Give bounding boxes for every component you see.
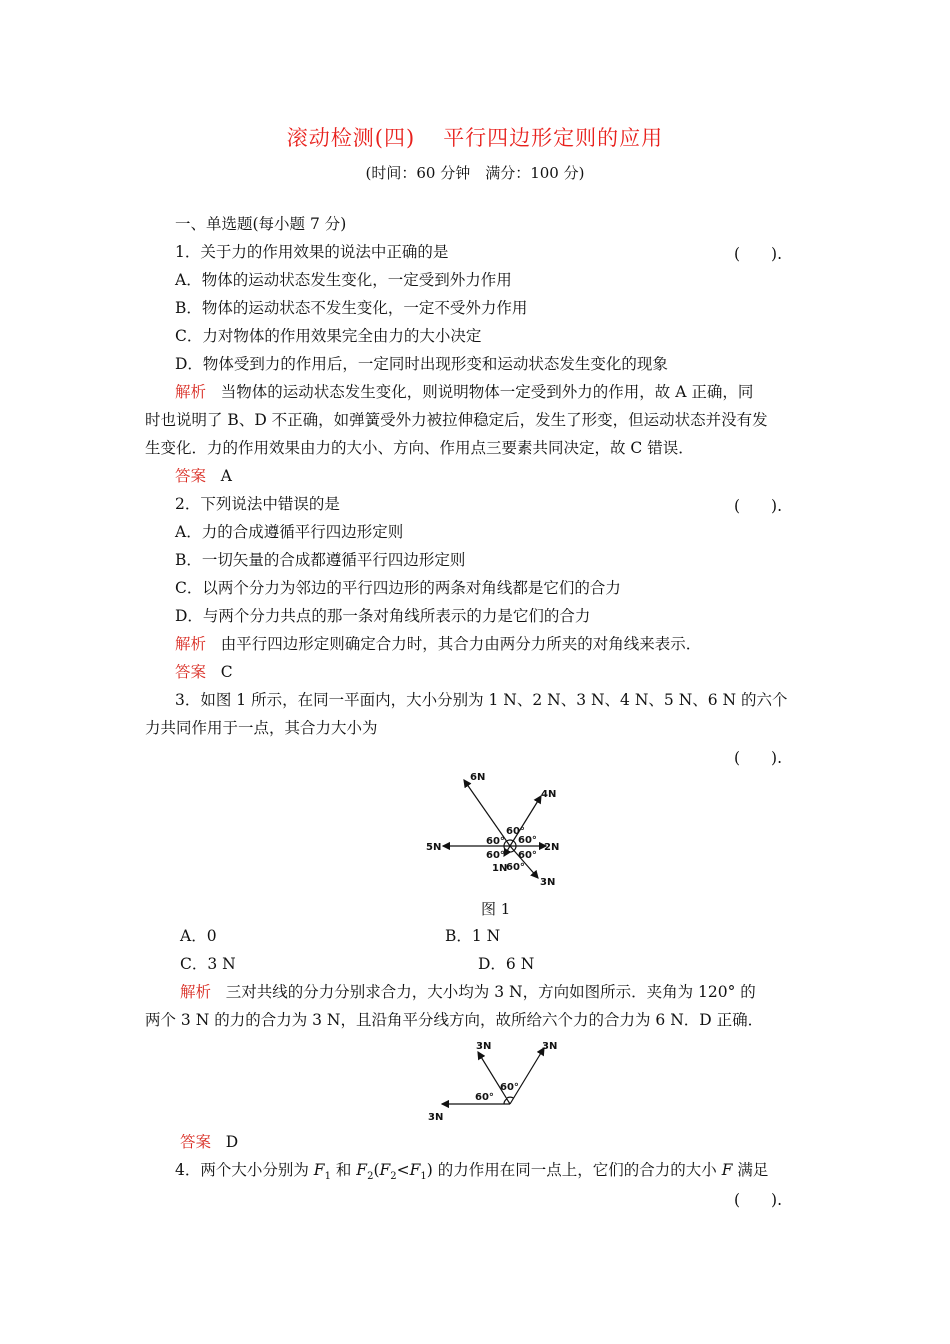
angle-label-upper-left: 60° (486, 836, 505, 847)
q3-answer: 答案 D (180, 1133, 239, 1151)
q3-analysis-label: 解析 (180, 983, 212, 1001)
q3-option-b: B．1 N (445, 927, 501, 945)
angle-label-lower-right: 60° (518, 850, 537, 861)
title-main: 滚动检测(四) (286, 126, 416, 150)
q3-answer-blank: ( ). (734, 749, 783, 767)
q2-option-c: C．以两个分力为邻边的平行四边形的两条对角线都是它们的合力 (175, 579, 621, 597)
label-5n: 5N (426, 842, 442, 853)
angle-label-bottom: 60° (506, 862, 525, 873)
q3-option-c: C．3 N (180, 955, 236, 973)
q1-analysis-line-1: 解析 当物体的运动状态发生变化，则说明物体一定受到外力的作用，故 A 正确，同 (175, 383, 754, 401)
q3-answer-label: 答案 (180, 1133, 212, 1151)
angle-label-lower-left: 60° (486, 850, 505, 861)
q3-analysis-line-2: 两个 3 N 的力的合力为 3 N，且沿角平分线方向，故所给六个力的合力为 6 N．D 正确． (145, 1011, 764, 1029)
q4-stem: 4．两个大小分别为 $F_1$ 和 $F_2(F_2<F_1)$ 的力作用在同一点上，它们的合力的大小 F 满足 (175, 1161, 769, 1183)
angle-label-lower: 60° (475, 1092, 494, 1103)
q4-answer-blank: ( ). (734, 1191, 783, 1209)
label-6n: 6N (470, 772, 486, 783)
q2-analysis-label: 解析 (175, 635, 207, 653)
q2-option-b: B．一切矢量的合成都遵循平行四边形定则 (175, 551, 466, 569)
q2-answer-blank: ( ). (734, 497, 783, 515)
title-sub: 平行四边形定则的应用 (443, 126, 664, 150)
q3-stem-line-1: 3．如图 1 所示，在同一平面内，大小分别为 1 N、2 N、3 N、4 N、5 N、6 N 的六个 (175, 691, 788, 709)
angle-label-top: 60° (506, 826, 525, 837)
angle-label-upper-right: 60° (518, 835, 537, 846)
exam-meta: (时间：60 分钟 满分：100 分) (365, 164, 585, 182)
label-4n: 4N (541, 789, 557, 800)
q1-analysis-label: 解析 (175, 383, 207, 401)
figure-analysis-diagram (420, 1036, 570, 1128)
label-3n-left: 3N (428, 1112, 444, 1123)
page-title (0, 122, 950, 152)
q2-option-d: D．与两个分力共点的那一条对角线所表示的力是它们的合力 (175, 607, 591, 625)
q1-answer-blank: ( ). (734, 245, 783, 263)
q1-option-d: D．物体受到力的作用后，一定同时出现形变和运动状态发生变化的现象 (175, 355, 668, 373)
q2-answer: 答案 C (175, 663, 233, 681)
angle-arc-left (504, 1099, 507, 1104)
label-1n: 1N (492, 863, 508, 874)
q1-option-a: A．物体的运动状态发生变化，一定受到外力作用 (175, 271, 512, 289)
angle-label-upper: 60° (500, 1082, 519, 1093)
label-2n: 2N (544, 842, 560, 853)
label-3n-upper-right: 3N (542, 1041, 558, 1052)
q2-option-a: A．力的合成遵循平行四边形定则 (175, 523, 404, 541)
q1-option-c: C．力对物体的作用效果完全由力的大小决定 (175, 327, 482, 345)
figure-1-force-diagram (420, 768, 570, 890)
figure-1-caption: 图 1 (481, 900, 511, 918)
q1-stem: 1．关于力的作用效果的说法中正确的是 (175, 243, 449, 261)
q3-analysis-line-1: 解析 三对共线的分力分别求合力，大小均为 3 N，方向如图所示．夹角为 120° 的 (180, 983, 756, 1001)
q1-analysis-line-3: 生变化．力的作用效果由力的大小、方向、作用点三要素共同决定，故 C 错误． (145, 439, 694, 457)
angle-arc-right (507, 1097, 514, 1098)
label-3n-upper-left: 3N (476, 1041, 492, 1052)
label-3n: 3N (540, 877, 556, 888)
q3-option-d: D．6 N (478, 955, 535, 973)
q3-option-a: A．0 (180, 927, 217, 945)
q2-answer-label: 答案 (175, 663, 207, 681)
q2-analysis: 解析 由平行四边形定则确定合力时，其合力由两分力所夹的对角线来表示． (175, 635, 702, 653)
force-3n-upper-right-arrow (510, 1048, 544, 1104)
q1-answer-label: 答案 (175, 467, 207, 485)
section-heading: 一、单选题(每小题 7 分) (175, 215, 347, 233)
q3-stem-line-2: 力共同作用于一点，其合力大小为 (145, 719, 378, 737)
q2-stem: 2．下列说法中错误的是 (175, 495, 340, 513)
q1-answer: 答案 A (175, 467, 232, 485)
q1-analysis-line-2: 时也说明了 B、D 不正确，如弹簧受外力被拉伸稳定后，发生了形变，但运动状态并没有发 (145, 411, 768, 429)
q1-option-b: B．物体的运动状态不发生变化，一定不受外力作用 (175, 299, 528, 317)
